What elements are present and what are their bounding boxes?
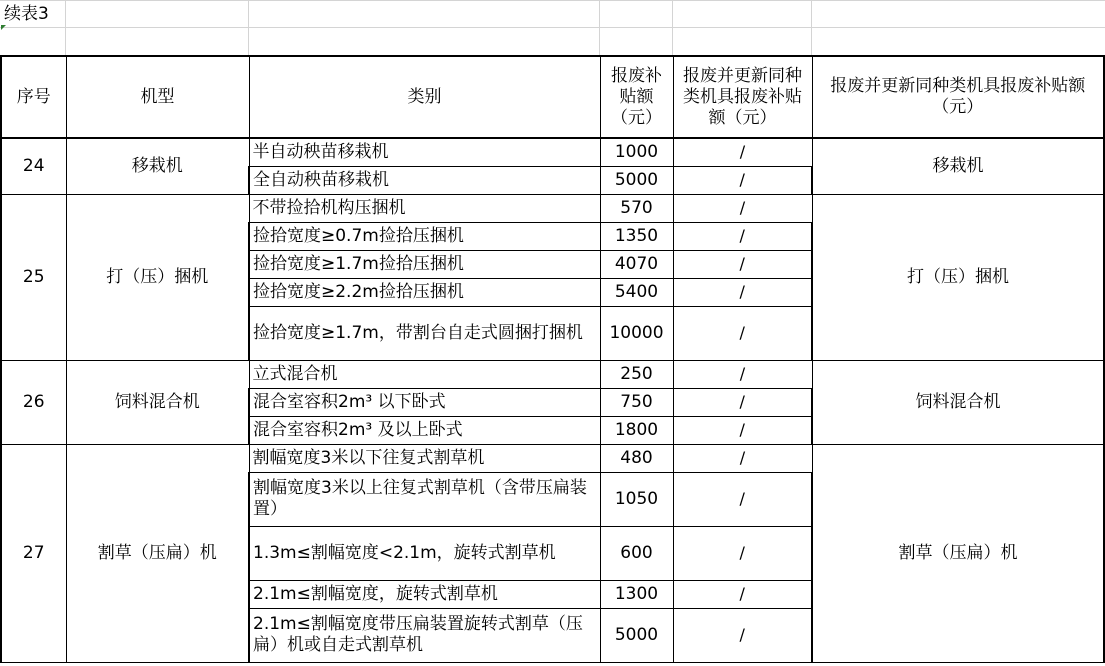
header-model[interactable]: 机型 <box>66 56 249 138</box>
category-cell[interactable]: 捡拾宽度≥2.2m捡拾压捆机 <box>249 278 600 306</box>
subsidy-cell[interactable]: 1350 <box>600 222 673 250</box>
cell-note-marker <box>1 25 6 30</box>
update-subsidy-cell[interactable] <box>673 306 812 360</box>
header-update-same[interactable]: 报废并更新同种类机具报废补贴额（元） <box>812 56 1104 138</box>
sheet-title[interactable]: 续表3 <box>4 4 49 24</box>
same-type-cell[interactable]: 割草（压扁）机 <box>812 444 1104 662</box>
update-subsidy-cell[interactable] <box>673 608 812 662</box>
slash-mark: / <box>739 364 746 383</box>
header-category[interactable]: 类别 <box>249 56 600 138</box>
category-cell[interactable]: 捡拾宽度≥1.7m捡拾压捆机 <box>249 250 600 278</box>
subsidy-cell[interactable]: 250 <box>600 360 673 388</box>
category-cell[interactable]: 立式混合机 <box>249 360 600 388</box>
update-subsidy-cell[interactable] <box>673 250 812 278</box>
slash-mark: / <box>739 254 745 273</box>
slash-mark: / <box>739 282 745 301</box>
category-cell[interactable]: 混合室容积2m³ 以下卧式 <box>249 388 600 416</box>
category-cell[interactable]: 全自动秧苗移栽机 <box>249 166 600 194</box>
table-row <box>1 360 1104 388</box>
subsidy-cell[interactable]: 5000 <box>600 608 673 662</box>
model-cell[interactable]: 移栽机 <box>66 138 249 194</box>
seq-cell[interactable]: 25 <box>1 194 66 360</box>
subsidy-cell[interactable]: 570 <box>600 194 673 222</box>
subsidy-cell[interactable]: 1050 <box>600 472 673 526</box>
subsidy-cell[interactable]: 10000 <box>600 306 673 360</box>
slash-mark: / <box>739 323 745 342</box>
slash-mark: / <box>739 226 745 245</box>
grid-line <box>0 0 1105 1</box>
update-subsidy-cell[interactable] <box>673 444 812 472</box>
category-cell[interactable]: 2.1m≤割幅宽度，旋转式割草机 <box>249 580 600 608</box>
subsidy-cell[interactable]: 1000 <box>600 138 673 166</box>
slash-mark: / <box>739 420 745 439</box>
slash-mark: / <box>739 142 746 162</box>
subsidy-cell[interactable]: 1800 <box>600 416 673 444</box>
seq-cell[interactable]: 27 <box>1 444 66 662</box>
seq-cell[interactable]: 26 <box>1 360 66 444</box>
same-type-cell[interactable]: 饲料混合机 <box>812 360 1104 444</box>
grid-line <box>811 0 812 56</box>
model-cell[interactable]: 割草（压扁）机 <box>66 444 249 662</box>
table-row <box>1 138 1104 166</box>
category-cell[interactable]: 1.3m≤割幅宽度<2.1m，旋转式割草机 <box>249 526 600 580</box>
update-subsidy-cell[interactable] <box>673 138 812 166</box>
slash-mark: / <box>739 489 745 508</box>
header-update-subsidy[interactable]: 报废并更新同种类机具报废补贴额（元） <box>673 56 812 138</box>
update-subsidy-cell[interactable] <box>673 194 812 222</box>
header-seq[interactable]: 序号 <box>1 56 66 138</box>
category-cell[interactable]: 割幅宽度3米以上往复式割草机（含带压扁装置） <box>249 472 600 526</box>
update-subsidy-cell[interactable] <box>673 416 812 444</box>
category-cell[interactable]: 混合室容积2m³ 及以上卧式 <box>249 416 600 444</box>
subsidy-cell[interactable]: 480 <box>600 444 673 472</box>
update-subsidy-cell[interactable] <box>673 278 812 306</box>
update-subsidy-cell[interactable] <box>673 580 812 608</box>
slash-mark: / <box>739 392 745 411</box>
category-cell[interactable]: 不带捡拾机构压捆机 <box>249 194 600 222</box>
model-cell[interactable]: 饲料混合机 <box>66 360 249 444</box>
same-type-cell[interactable]: 打（压）捆机 <box>812 194 1104 360</box>
slash-mark: / <box>739 543 745 562</box>
header-subsidy[interactable]: 报废补贴额（元） <box>600 56 673 138</box>
category-cell[interactable]: 捡拾宽度≥0.7m捡拾压捆机 <box>249 222 600 250</box>
subsidy-cell[interactable]: 4070 <box>600 250 673 278</box>
grid-line <box>248 0 249 56</box>
spreadsheet-grid <box>0 0 1105 56</box>
slash-mark: / <box>739 170 745 189</box>
category-cell[interactable]: 捡拾宽度≥1.7m，带割台自走式圆捆打捆机 <box>249 306 600 360</box>
subsidy-cell[interactable]: 5400 <box>600 278 673 306</box>
grid-line <box>0 27 1105 28</box>
slash-mark: / <box>739 448 746 467</box>
table-row <box>1 444 1104 472</box>
grid-line <box>599 0 600 56</box>
category-cell[interactable]: 2.1m≤割幅宽度带压扁装置旋转式割草（压扁）机或自走式割草机 <box>249 608 600 662</box>
slash-mark: / <box>739 584 745 603</box>
subsidy-cell[interactable]: 750 <box>600 388 673 416</box>
subsidy-cell[interactable]: 5000 <box>600 166 673 194</box>
category-cell[interactable]: 割幅宽度3米以下往复式割草机 <box>249 444 600 472</box>
grid-line <box>65 0 66 56</box>
update-subsidy-cell[interactable] <box>673 222 812 250</box>
model-cell[interactable]: 打（压）捆机 <box>66 194 249 360</box>
slash-mark: / <box>739 625 745 644</box>
grid-line <box>672 0 673 56</box>
header-row <box>1 56 1104 138</box>
seq-cell[interactable]: 24 <box>1 138 66 194</box>
slash-mark: / <box>739 198 746 217</box>
subsidy-cell[interactable]: 1300 <box>600 580 673 608</box>
update-subsidy-cell[interactable] <box>673 388 812 416</box>
update-subsidy-cell[interactable] <box>673 166 812 194</box>
table-row <box>1 194 1104 222</box>
same-type-cell[interactable]: 移栽机 <box>812 138 1104 194</box>
update-subsidy-cell[interactable] <box>673 360 812 388</box>
update-subsidy-cell[interactable] <box>673 472 812 526</box>
update-subsidy-cell[interactable] <box>673 526 812 580</box>
category-cell[interactable]: 半自动秧苗移栽机 <box>249 138 600 166</box>
subsidy-table <box>0 55 1105 663</box>
subsidy-cell[interactable]: 600 <box>600 526 673 580</box>
